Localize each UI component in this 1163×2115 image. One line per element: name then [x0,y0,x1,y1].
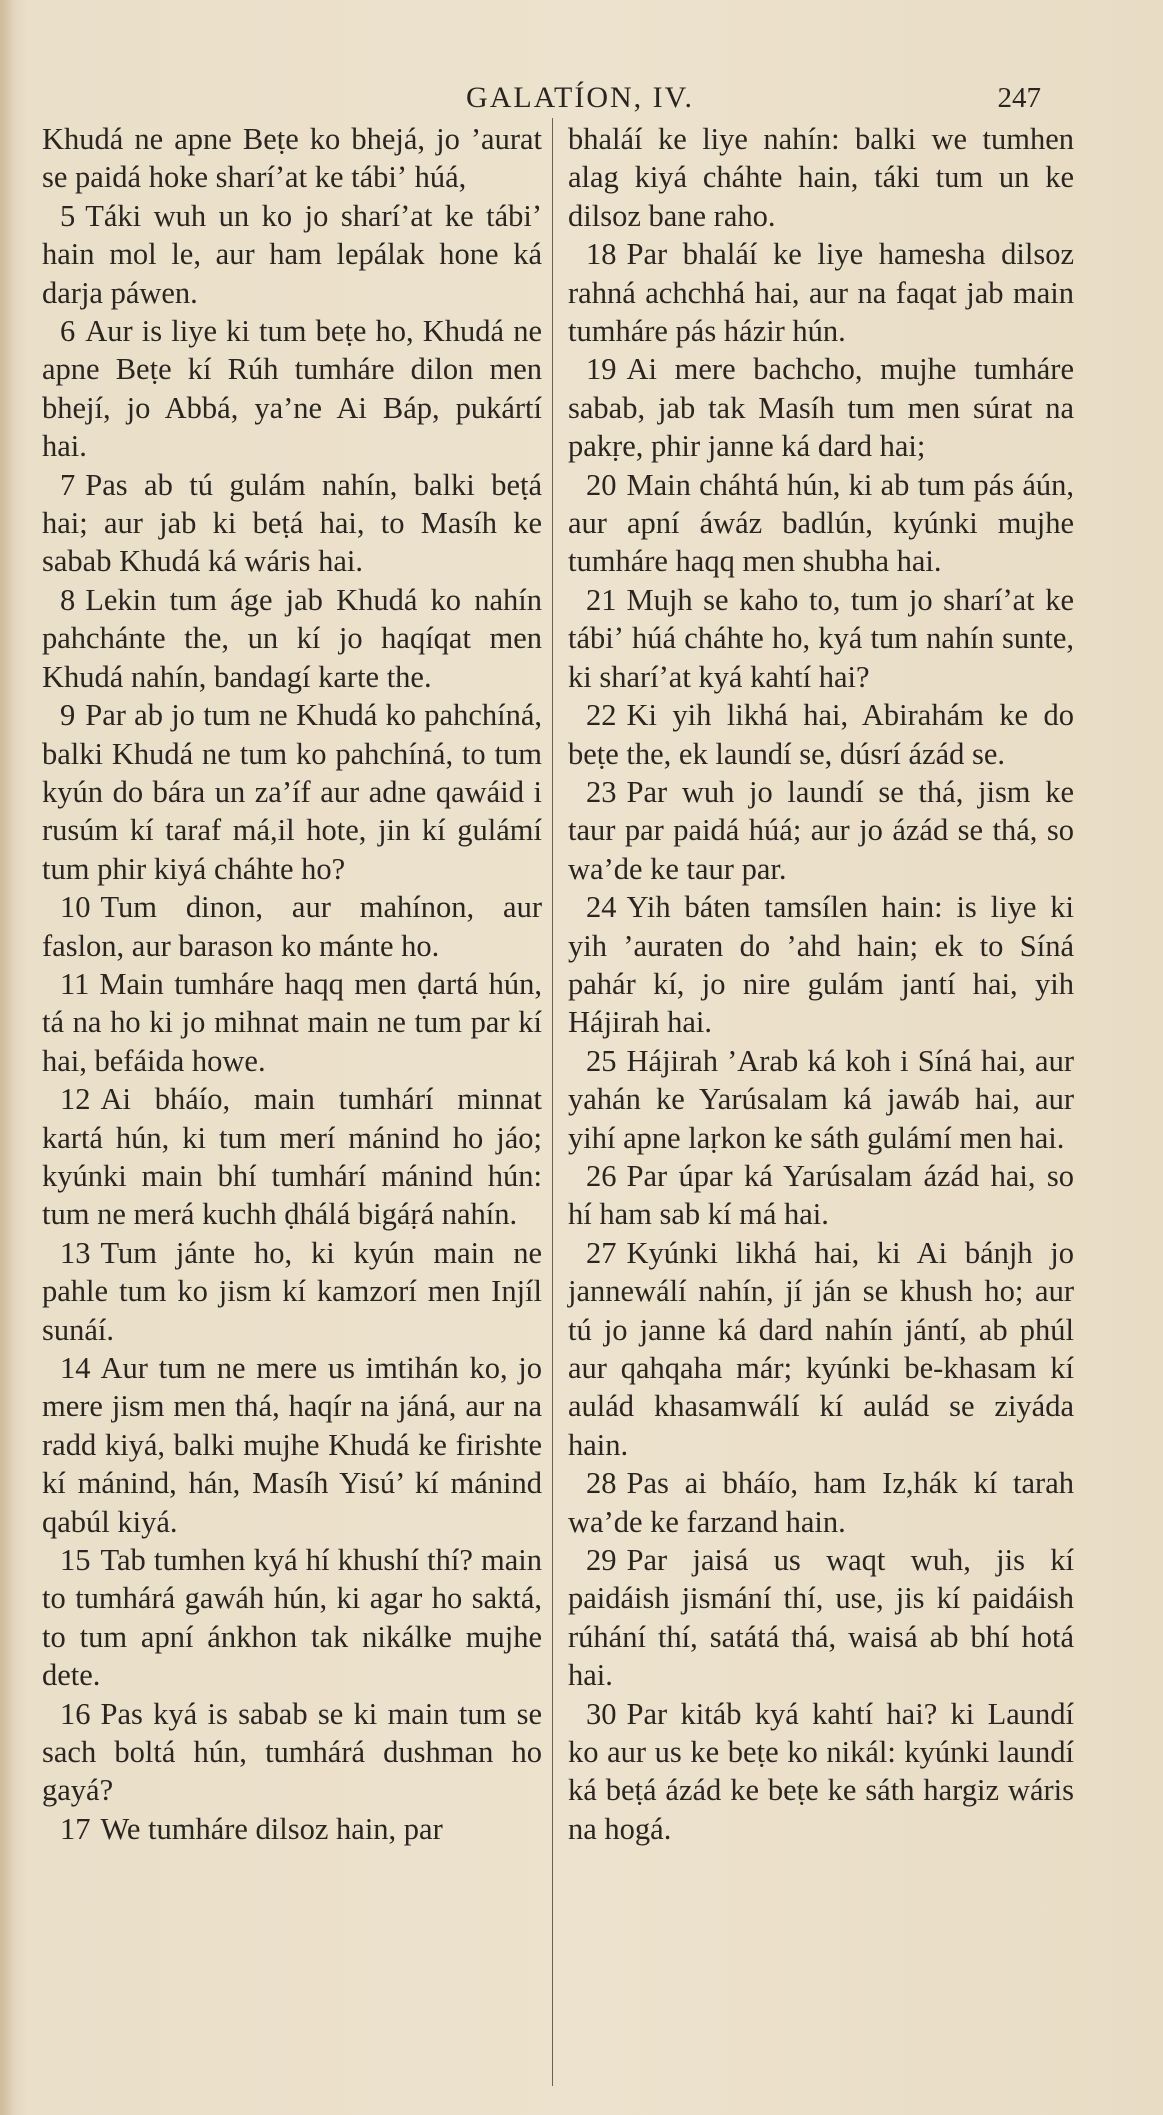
verse-number: 19 [586,352,617,387]
verse-10 [42,888,542,965]
verse-number: 5 [60,198,76,233]
verse-27 [568,1234,1074,1464]
verse-text: bhaláí ke liye nahín: balki we tumhen alag kiyá cháhte hain, táki tum un ke dilsoz bane raho. [568,122,1074,233]
verse-6 [42,312,542,466]
verse-number: 22 [586,698,617,733]
verse-11 [42,965,542,1080]
verse-25 [568,1042,1074,1157]
verse-number: 18 [586,237,617,272]
verse-text: Tum jánte ho, ki kyún main ne pahle tum ko jism kí kamzorí men Injíl sunáí. [42,1235,542,1347]
verse-9 [42,696,542,888]
verse-number: 11 [60,966,90,1001]
verse-20 [568,466,1074,581]
verse-text: Aur is liye ki tum beṭe ho, Khudá ne apne Beṭe kí Rúh tumháre dilon men bhejí, jo Abbá, ya’ne Ai Báp, pukártí hai. [42,314,542,464]
verse-number: 24 [586,890,617,925]
verse-text: Ki yih likhá hai, Abirahám ke do beṭe the, ek laundí se, dúsrí ázád se. [568,698,1074,771]
verse-text: Par jaisá us waqt wuh, jis kí paidáish jismání thí, use, jis kí paidáish rúhání thí, satátá thá, waisá ab bhí hotá hai. [568,1543,1074,1693]
verse-7 [42,466,542,581]
verse-text: Kyúnki likhá hai, ki Ai bánjh jo jannewálí nahín, jí ján se khush ho; aur tú jo janne ká dard nahín jántí, ab phúl aur qahqaha már; kyúnki be-khasam kí aulád khasamwálí kí aulád se ziyáda hain. [568,1235,1074,1462]
verse-number: 30 [586,1696,617,1731]
verse-13 [42,1234,542,1349]
verse-text: Mujh se kaho to, tum jo sharíʼat ke tábiʼ húá cháhte ho, kyá tum nahín sunte, ki sharíʼat kyá kahtí hai? [568,582,1074,694]
verse-text: Pas ai bháío, ham Iz,hák kí tarah wa’de ke farzand hain. [568,1466,1074,1539]
verse-29 [568,1541,1074,1695]
running-title: GALATÍON, IV. [466,81,694,114]
left-column [42,120,542,1848]
verse-24 [568,888,1074,1042]
verse-number: 16 [60,1696,91,1731]
binding-shadow [0,0,14,2115]
verse-text: Par ab jo tum ne Khudá ko pahchíná, balki Khudá ne tum ko pahchíná, to tum kyún do bára un za’íf aur adne qawáid i rusúm kí taraf má,il hote, jin kí gulámí tum phir kiyá cháhte ho? [42,698,542,886]
verse-17 [42,1810,542,1848]
verse-number: 21 [586,582,617,617]
verse-text: Main cháhtá hún, ki ab tum pás áún, aur apní áwáz badlún, kyúnki mujhe tumháre haqq men shubha hai. [568,467,1074,579]
verse-text: Táki wuh un ko jo sharíʼat ke tábiʼ hain mol le, aur ham lepálak hone ká darja páwen. [42,198,542,310]
verse-number: 17 [60,1811,91,1846]
verse-text: Par úpar ká Yarúsalam ázád hai, so hí ham sab kí má hai. [568,1158,1074,1232]
verse-number: 25 [586,1043,617,1078]
verse-16 [42,1695,542,1810]
verse-text: Tab tumhen kyá hí khushí thí? main to tumhárá gawáh hún, ki agar ho saktá, to tum apní ánkhon tak nikálke mujhe dete. [42,1543,542,1693]
verse-21 [568,581,1074,696]
verse-continuation [42,120,542,197]
verse-15 [42,1541,542,1695]
verse-text: Pas ab tú gulám nahín, balki beṭá hai; aur jab ki beṭá hai, to Masíh ke sabab Khudá ká wáris hai. [42,467,542,579]
verse-number: 26 [586,1158,617,1193]
verse-number: 10 [60,890,91,925]
right-column [568,120,1074,1848]
verse-text: Yih báten tamsílen hain: is liye ki yih ’auraten do ’ahd hain; ek to Síná pahár kí, jo nire gulám jantí hai, yih Hájirah hai. [568,890,1074,1040]
running-head [0,78,1163,118]
verse-number: 6 [60,314,76,349]
verse-number: 7 [60,467,76,502]
verse-text: Tum dinon, aur mahínon, aur faslon, aur barason ko mánte ho. [42,890,542,963]
verse-text: Ai mere bachcho, mujhe tumháre sabab, jab tak Masíh tum men súrat na pakṛe, phir janne ká dard hai; [568,352,1074,464]
verse-text: Par bhaláí ke liye hamesha dilsoz rahná achchhá hai, aur na faqat jab main tumháre pás házir hún. [568,237,1074,349]
verse-number: 23 [586,774,617,809]
verse-number: 8 [60,582,76,617]
verse-continuation [568,120,1074,235]
verse-number: 27 [586,1235,617,1270]
verse-5 [42,197,542,312]
verse-12 [42,1080,542,1234]
verse-text: Main tumháre haqq men ḍartá hún, tá na ho ki jo mihnat main ne tum par kí hai, befáida howe. [42,966,542,1078]
verse-text: Khudá ne apne Beṭe ko bhejá, jo ’aurat se paidá hoke sharíʼat ke tábiʼ húá, [42,122,542,195]
verse-text: Pas kyá is sabab se ki main tum se sach boltá hún, tumhárá dushman ho gayá? [42,1696,542,1808]
verse-text: Par wuh jo laundí se thá, jism ke taur par paidá húá; aur jo ázád se thá, so wa’de ke taur par. [568,774,1074,886]
verse-number: 29 [586,1543,617,1578]
verse-text: Ai bháío, main tumhárí minnat kartá hún, ki tum merí mánind ho jáo; kyúnki main bhí tumhárí mánind hún: tum ne merá kuchh ḍhálá bigáṛá nahín. [42,1082,542,1232]
verse-14 [42,1349,542,1541]
verse-number: 28 [586,1466,617,1501]
verse-26 [568,1157,1074,1234]
page-number: 247 [997,82,1041,114]
verse-text: We tumháre dilsoz hain, par [100,1811,443,1846]
verse-28 [568,1464,1074,1541]
verse-number: 14 [60,1351,91,1385]
verse-text: Lekin tum áge jab Khudá ko nahín pahchánte the, un kí jo haqíqat men Khudá nahín, bandagí karte the. [42,582,542,694]
verse-8 [42,581,542,696]
verse-number: 15 [60,1543,91,1578]
verse-18 [568,235,1074,350]
column-divider [552,118,553,2086]
verse-text: Par kitáb kyá kahtí hai? ki Laundí ko aur us ke beṭe ko nikál: kyúnki laundí ká beṭá ázád ke beṭe ke sáth hargiz wáris na hogá. [568,1696,1074,1846]
verse-30 [568,1695,1074,1849]
verse-23 [568,773,1074,888]
verse-22 [568,696,1074,773]
verse-text: Hájirah ’Arab ká koh i Síná hai, aur yahán ke Yarúsalam ká jawáb hai, aur yihí apne laṛkon ke sáth gulámí men hai. [568,1043,1074,1155]
verse-text: Aur tum ne mere us imtihán ko, jo mere jism men thá, haqír na jáná, aur na radd kiyá, balki mujhe Khudá ke firishte kí mánind, hán, Masíh Yisú’ kí mánind qabúl kiyá. [42,1351,542,1539]
verse-number: 13 [60,1235,91,1270]
verse-number: 20 [586,467,617,502]
verse-number: 12 [60,1082,91,1117]
verse-number: 9 [60,698,76,733]
verse-19 [568,350,1074,465]
